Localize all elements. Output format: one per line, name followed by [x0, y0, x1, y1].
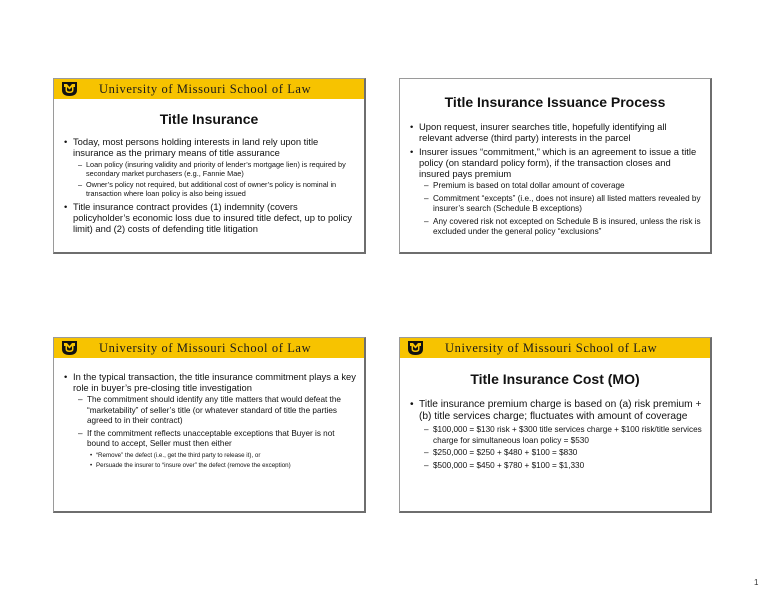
bullet-icon: •: [64, 136, 68, 147]
mizzou-logo-icon: [61, 81, 78, 97]
dash-icon: –: [78, 180, 83, 189]
sub-bullet-item: – $100,000 = $130 risk + $300 title services charge + $100 risk/title services charge for simultaneous loan policy = $530: [424, 425, 702, 445]
slide-commitment-role: [53, 337, 366, 513]
slide-title-insurance-cost: [399, 337, 712, 513]
sub-sub-bullet-item: • “Remove” the defect (i.e., get the third party to release it), or: [90, 451, 261, 459]
banner-text: University of Missouri School of Law: [445, 341, 658, 355]
bullet-list: [400, 387, 710, 471]
dash-icon: –: [424, 425, 429, 434]
bullet-list: [400, 110, 710, 238]
bullet-icon: •: [410, 121, 414, 132]
sub-bullet-item: – Premium is based on total dollar amount of coverage: [424, 181, 625, 190]
dash-icon: –: [424, 181, 429, 190]
dash-icon: –: [78, 395, 83, 404]
bullet-list: [54, 127, 364, 234]
bullet-icon: •: [90, 461, 93, 469]
bullet-icon: •: [64, 371, 68, 382]
slide-title: Title Insurance: [159, 111, 259, 127]
dash-icon: –: [424, 460, 429, 470]
dash-icon: –: [424, 448, 429, 457]
university-banner: [54, 79, 364, 99]
bullet-icon: •: [64, 201, 68, 212]
mizzou-logo-icon: [407, 340, 424, 356]
sub-bullet-item: – If the commitment reflects unacceptable exceptions that Buyer is not bound to accept, Seller must then either: [78, 428, 335, 448]
mizzou-logo-icon: [61, 340, 78, 356]
dash-icon: –: [424, 216, 429, 226]
sub-bullet-item: – Loan policy (insuring validity and priority of lender’s mortgage lien) is required by secondary market purchasers (e.g., Fannie Mae): [78, 160, 346, 178]
bullet-item: • Title insurance premium charge is based on (a) risk premium + (b) title services charge; fluctuates with amount of coverage: [410, 399, 702, 422]
sub-bullet-item: – Any covered risk not excepted on Schedule B is insured, unless the risk is excluded under the general policy “exclusions”: [424, 216, 701, 236]
sub-bullet-item: – $250,000 = $250 + $480 + $100 = $830: [424, 448, 578, 457]
banner-text: University of Missouri School of Law: [99, 341, 312, 355]
banner-text: University of Missouri School of Law: [99, 82, 312, 96]
bullet-icon: •: [410, 399, 414, 410]
bullet-item: • Title insurance contract provides (1) indemnity (covers policyholder’s economic loss due to insured title defect, up to policy limit) and (2) costs of defending title litigation: [64, 201, 352, 234]
bullet-icon: •: [90, 451, 93, 459]
sub-bullet-item: – The commitment should identify any title matters that would defeat the “marketability” of seller’s title (or whatever standard of title the parties agreed to in their contract): [78, 395, 341, 425]
sub-sub-bullet-item: • Persuade the insurer to “insure over” the defect (remove the exception): [90, 461, 291, 469]
bullet-list: [54, 358, 364, 470]
page-number: 1: [754, 578, 759, 587]
dash-icon: –: [424, 193, 429, 203]
slide-title-insurance: [53, 78, 366, 254]
bullet-item: • Upon request, insurer searches title, hopefully identifying all relevant adverse (third party) interests in the parcel: [410, 121, 667, 143]
university-banner: [400, 338, 710, 358]
bullet-item: • In the typical transaction, the title insurance commitment plays a key role in buyer’s pre-closing title investigation: [64, 371, 356, 393]
slide-title: Title Insurance Issuance Process: [444, 94, 666, 110]
dash-icon: –: [78, 160, 83, 169]
sub-bullet-item: – Commitment “excepts” (i.e., does not insure) all listed matters revealed by insurer’s search (Schedule B exceptions): [424, 193, 701, 213]
university-banner: [54, 338, 364, 358]
bullet-icon: •: [410, 146, 414, 157]
dash-icon: –: [78, 428, 83, 438]
slide-title: Title Insurance Cost (MO): [470, 371, 640, 387]
slide-issuance-process: [399, 78, 712, 254]
sub-bullet-item: – $500,000 = $450 + $780 + $100 = $1,330: [424, 460, 585, 470]
bullet-item: • Insurer issues “commitment,” which is an agreement to issue a title policy (on standard policy form), if the transaction closes and insured pays premium: [410, 146, 697, 179]
sub-bullet-item: – Owner’s policy not required, but additional cost of owner’s policy is nominal in transaction where loan policy is also being issued: [78, 180, 337, 198]
bullet-item: • Today, most persons holding interests in land rely upon title insurance as the primary means of title assurance: [64, 136, 319, 158]
